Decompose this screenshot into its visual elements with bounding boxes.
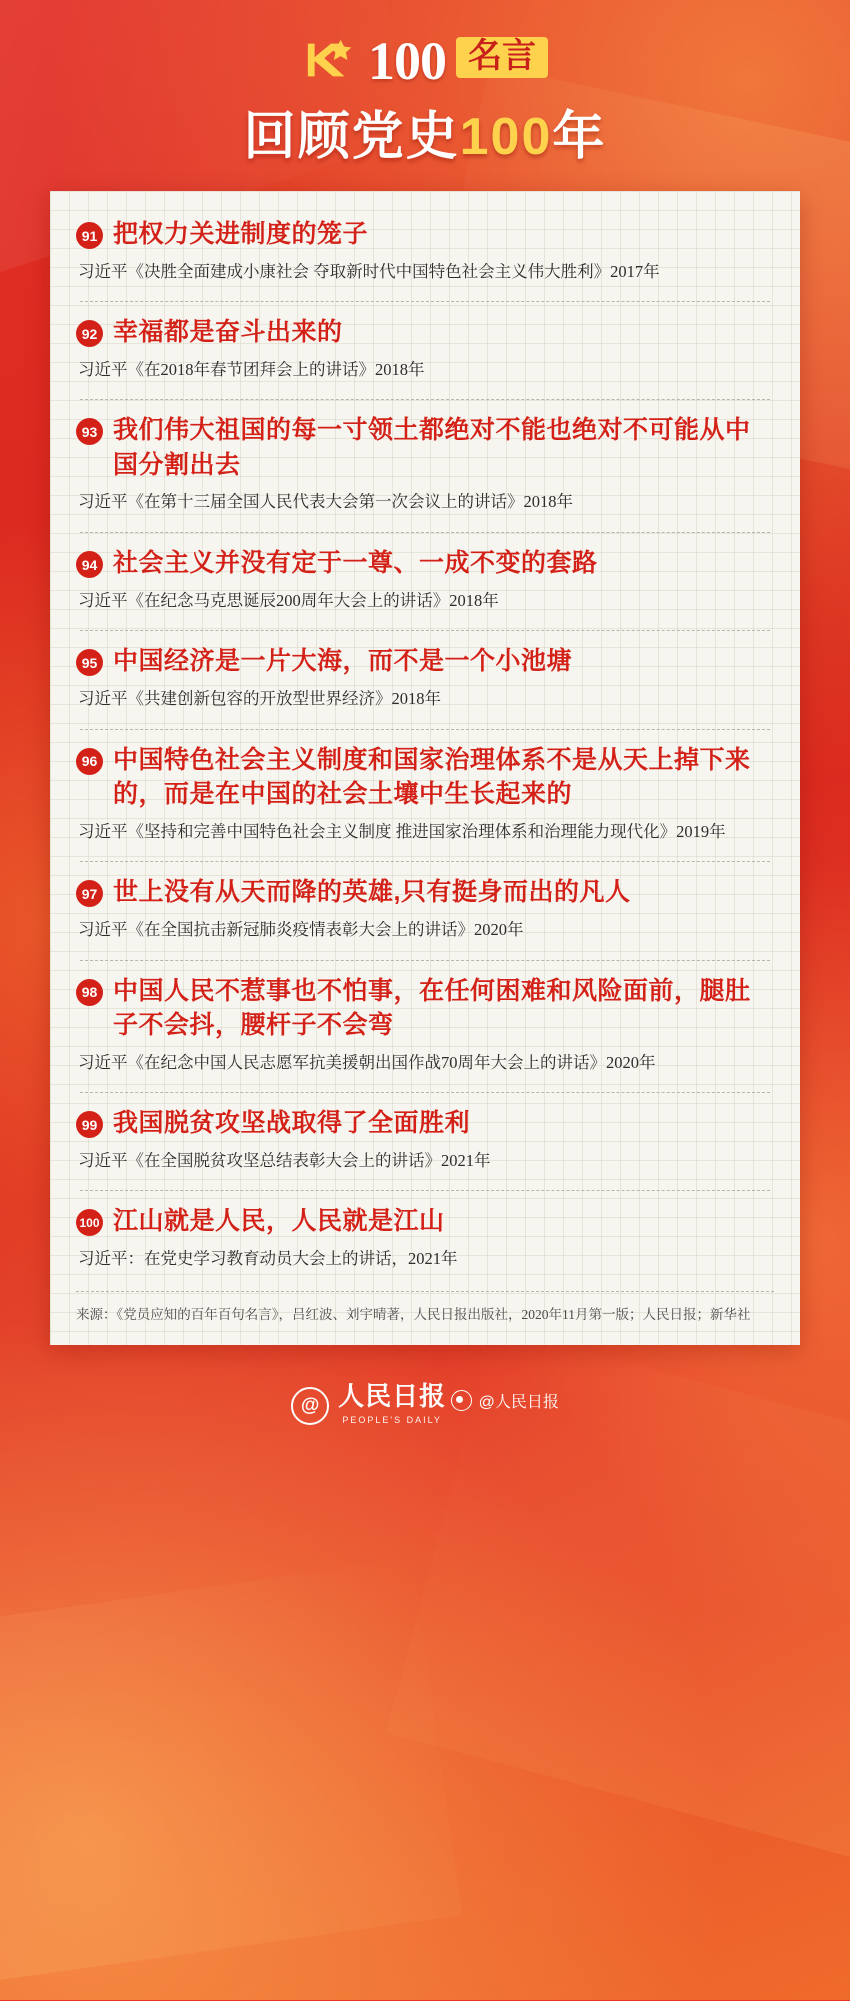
title-number: 100 [368,31,446,91]
quote-text: 世上没有从天而降的英雄,只有挺身而出的凡人 [113,878,631,907]
quote-item [76,315,774,385]
weibo-icon [451,1390,472,1411]
quote-text: 把权力关进制度的笼子 [113,220,369,248]
weibo-handle-text: @人民日报 [478,1394,559,1412]
quote-text: 中国人民不惹事也不怕事，在任何困难和风险面前，腿肚子不会抖，腰杆子不会弯 [113,976,751,1040]
decorative-streak [0,1559,462,2001]
quote-source: 习近平《在纪念马克思诞辰200周年大会上的讲话》2018年 [78,590,499,610]
quote-source: 习近平：在党史学习教育动员大会上的讲话，2021年 [78,1248,458,1268]
title-line2-suffix: 年 [552,108,607,166]
quote-line [76,546,774,581]
quote-source: 习近平《在全国抗击新冠肺炎疫情表彰大会上的讲话》2020年 [78,919,524,939]
quote-line [76,413,774,482]
weibo-handle[interactable] [451,1389,559,1412]
quote-item [76,644,774,714]
quote-number-badge: 99 [76,1111,103,1138]
quotes-card [50,191,800,1345]
quote-line [76,644,774,679]
quote-line [76,217,774,252]
party-emblem-icon [302,34,360,88]
quote-text: 江山就是人民，人民就是江山 [113,1207,445,1236]
divider [80,729,770,730]
quote-item [76,1106,774,1176]
quote-line [76,1204,774,1239]
quote-text: 幸福都是奋斗出来的 [113,318,343,347]
quote-line [76,875,774,910]
poster-header [0,0,850,181]
title-line-1 [0,31,850,91]
quote-line [76,315,774,350]
title-line2-prefix: 回顾党史 [243,108,460,166]
quote-number-badge: 94 [76,551,103,578]
quote-source: 习近平《决胜全面建成小康社会 夺取新时代中国特色社会主义伟大胜利》2017年 [78,261,660,281]
quote-number-badge: 93 [76,418,103,445]
quote-number-badge: 100 [76,1209,103,1236]
quote-line [76,1106,774,1141]
divider [80,861,770,862]
quote-source: 习近平《在纪念中国人民志愿军抗美援朝出国作战70周年大会上的讲话》2020年 [78,1052,656,1072]
quote-line [76,974,774,1043]
quote-item [76,1204,774,1274]
divider [80,1190,770,1191]
quote-text: 我国脱贫攻坚战取得了全面胜利 [113,1109,471,1138]
quote-text: 中国特色社会主义制度和国家治理体系不是从天上掉下来的，而是在中国的社会土壤中生长起来的 [113,745,751,809]
logo-text [338,1383,446,1428]
quote-line [76,743,774,812]
divider [80,630,770,631]
logo-name-en: PEOPLE'S DAILY [342,1415,442,1426]
peoples-daily-logo [291,1383,446,1428]
quote-number-badge: 92 [76,320,103,347]
quote-text: 我们伟大祖国的每一寸领土都绝对不能也绝对不可能从中国分割出去 [113,416,751,479]
quote-source: 习近平《坚持和完善中国特色社会主义制度 推进国家治理体系和治理能力现代化》2019年 [78,821,726,841]
quote-text: 中国经济是一片大海，而不是一个小池塘 [113,647,573,676]
source-note: 来源：《党员应知的百年百句名言》，吕红波、刘宇晴著，人民日报出版社，2020年11月第一版；人民日报；新华社 [76,1291,774,1326]
quote-number-badge: 98 [76,979,103,1006]
divider [80,1092,770,1093]
poster-footer [0,1371,850,1428]
quote-number-badge: 95 [76,649,103,676]
divider [80,532,770,533]
quote-source: 习近平《在第十三届全国人民代表大会第一次会议上的讲话》2018年 [78,492,573,512]
divider [80,301,770,302]
quote-item [76,974,774,1079]
quote-item [76,546,774,616]
divider [80,960,770,961]
quote-number-badge: 91 [76,222,103,249]
quote-item [76,217,774,287]
quote-item [76,413,774,518]
title-line-2 [0,94,850,169]
quote-text: 社会主义并没有定于一尊、一成不变的套路 [113,549,598,578]
quote-item [76,743,774,848]
quote-number-badge: 97 [76,880,103,907]
quote-item [76,875,774,945]
quote-source: 习近平《在全国脱贫攻坚总结表彰大会上的讲话》2021年 [78,1150,491,1170]
title-line2-number: 100 [459,108,553,166]
at-symbol-icon: @ [291,1387,329,1425]
quote-source: 习近平《在2018年春节团拜会上的讲话》2018年 [78,359,425,379]
logo-name-cn: 人民日报 [338,1381,447,1412]
quote-number-badge: 96 [76,748,103,775]
quote-source: 习近平《共建创新包容的开放型世界经济》2018年 [78,688,441,708]
divider [80,399,770,400]
title-highlight: 名言 [456,37,548,78]
